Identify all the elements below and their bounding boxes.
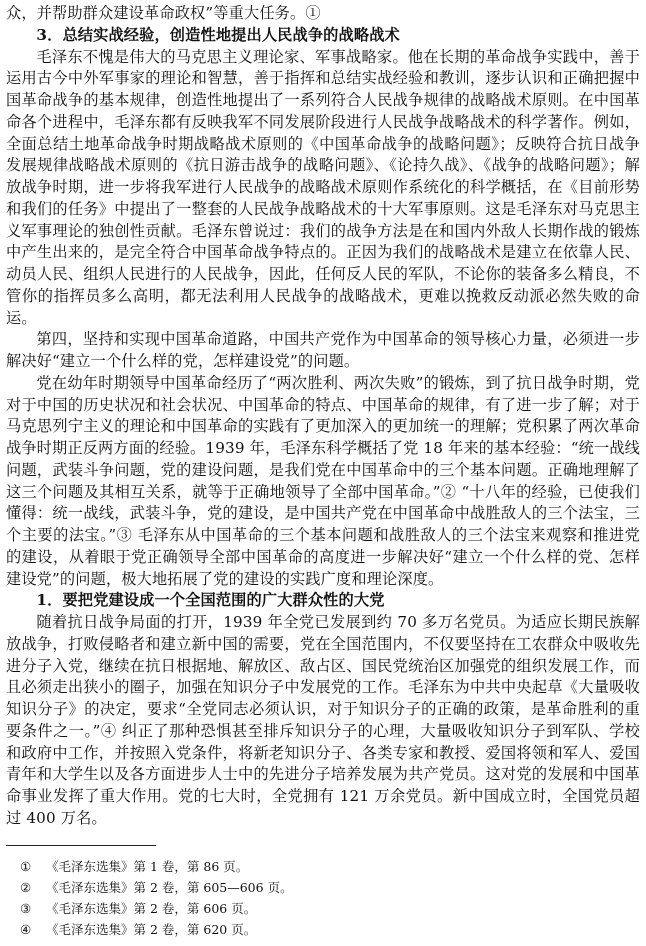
section-heading-3: 3．总结实战经验，创造性地提出人民战争的战略战术 (36, 25, 400, 44)
footnote-2 (20, 877, 620, 898)
footnote-divider (6, 845, 156, 846)
footnote-mark: ④ (20, 922, 32, 937)
footnotes (20, 856, 620, 940)
footnote-4 (20, 919, 620, 940)
footnote-text: 《毛泽东选集》第 1 卷，第 86 页。 (46, 859, 249, 874)
footnote-text: 《毛泽东选集》第 2 卷，第 605—606 页。 (46, 880, 293, 895)
footnote-mark: ③ (20, 901, 32, 916)
section-heading-1: 1．要把党建设成一个全国范围的广大群众性的大党 (36, 591, 385, 610)
paragraph-mass-party: 随着抗日战争局面的打开，1939 年全党已发展到约 70 多万名党员。为适应长期民族解放战争，打败侵略者和建立新中国的需要，党在全国范围内，不仅要坚持在工农群众中吸收先进分子入党，继续在抗日根据地、解放区、敌占区、国民党统治区加强党的组织发展工作，而且必须走出狭小的圈子，加强在知识分子中发展党的工作。毛泽东为中共中央起草《大量吸收知识分子》的决定，要求“全党同志必须认识，对于知识分子的正确的政策，是革命胜利的重要条件之一。”④ 纠正了那种恐惧甚至排斥知识分子的心理，大量吸收知识分子到军队、学校和政府中工作，并按照入党条件，将新老知识分子、各类专家和教授、爱国将领和军人、爱国青年和大学生以及各方面进步人士中的先进分子培养发展为共产党员。这对党的发展和中国革命事业发挥了重大作用。党的七大时，全党拥有 121 万余党员。新中国成立时，全国党员超过 400 万名。 (6, 613, 640, 827)
footnote-text: 《毛泽东选集》第 2 卷，第 620 页。 (46, 922, 257, 937)
paragraph-strategy: 毛泽东不愧是伟大的马克思主义理论家、军事战略家。他在长期的革命战争实践中，善于运用古今中外军事家的理论和智慧，善于指挥和总结实战经验和教训，逐步认识和正确把握中国革命战争的基本规律，创造性地提出了一系列符合人民战争规律的战略战术原则。在中国革命各个进程中，毛泽东都有反映我军不同发展阶段进行人民战争战略战术的科学著作。例如，全面总结土地革命战争时期战略战术原则的《中国革命战争的战略问题》；反映符合抗日战争发展规律战略战术原则的《抗日游击战争的战略问题》、《论持久战》、《战争的战略问题》；解放战争时期，进一步将我军进行人民战争的战略战术原则作系统化的科学概括，在《目前形势和我们的任务》中提出了一整套的人民战争战略战术的十大军事原则。这是毛泽东对马克思主义军事理论的独创性贡献。毛泽东曾说过：我们的战争方法是在和国内外敌人长期作战的锻炼中产生出来的，是完全符合中国革命战争特点的。正因为我们的战略战术是建立在依靠人民、动员人民、组织人民进行的人民战争，因此，任何反人民的军队，不论你的装备多么精良，不管你的指挥员多么高明，都无法利用人民战争的战略战术，更难以挽救反动派必然失败的命运。 (6, 47, 640, 327)
paragraph-party-building: 党在幼年时期领导中国革命经历了“两次胜利、两次失败”的锻炼，到了抗日战争时期，党对于中国的历史状况和社会状况、中国革命的特点、中国革命的规律，有了进一步了解；对于马克思列宁主义的理论和中国革命的实践有了更加深入的更加统一的理解；党积累了两次革命战争时期正反两方面的经验。1939 年，毛泽东科学概括了党 18 年来的基本经验：“统一战线问题，武装斗争问题，党的建设问题，是我们党在中国革命中的三个基本问题。正确地理解了这三个问题及其相互关系，就等于正确地领导了全部中国革命。”② “十八年的经验，已使我们懂得：统一战线，武装斗争，党的建设，是中国共产党在中国革命中战胜敌人的三个法宝，三个主要的法宝。”③ 毛泽东从中国革命的三个基本问题和战胜敌人的三个法宝来观察和推进党的建设，从着眼于党正确领导全部中国革命的高度进一步解决好“建立一个什么样的党、怎样建设党”的问题，极大地拓展了党的建设的实践广度和理论深度。 (6, 373, 640, 588)
footnote-mark: ② (20, 880, 32, 895)
paragraph-fourth-point: 第四，坚持和实现中国革命道路，中国共产党作为中国革命的领导核心力量，必须进一步解决好“建立一个什么样的党，怎样建设党”的问题。 (6, 330, 640, 370)
footnote-text: 《毛泽东选集》第 2 卷，第 606 页。 (46, 901, 257, 916)
footnote-1 (20, 856, 620, 877)
body-text (6, 3, 640, 830)
paragraph-continuation: 众，并帮助群众建设革命政权”等重大任务。① (6, 4, 321, 22)
footnote-3 (20, 898, 620, 919)
footnote-mark: ① (20, 859, 32, 874)
